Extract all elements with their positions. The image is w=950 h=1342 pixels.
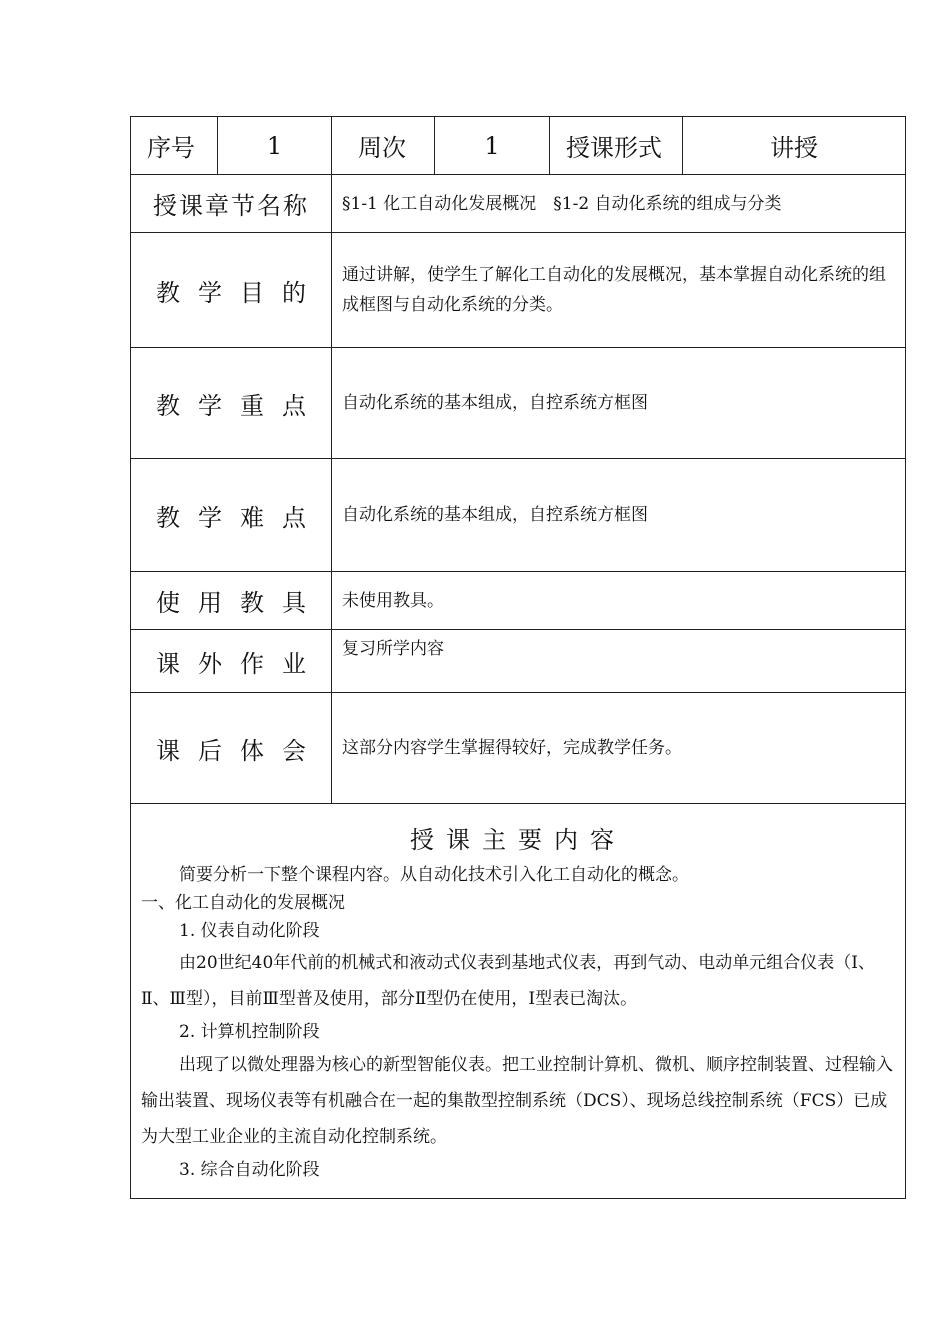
chapter-value: §1-1 化工自动化发展概况 §1-2 自动化系统的组成与分类 bbox=[332, 175, 906, 233]
week-label: 周次 bbox=[332, 117, 435, 175]
lesson-plan-table bbox=[130, 116, 906, 1199]
main-content-cell bbox=[131, 804, 906, 1199]
homework-label: 课外作业 bbox=[131, 630, 332, 693]
header-row bbox=[131, 117, 906, 175]
section-heading: 一、化工自动化的发展概况 bbox=[141, 893, 345, 913]
difficulty-row bbox=[131, 459, 906, 572]
stage3-title: 3. 综合自动化阶段 bbox=[179, 1160, 320, 1180]
homework-value: 复习所学内容 bbox=[332, 630, 906, 693]
goal-label: 教学目的 bbox=[131, 233, 332, 348]
main-content-row bbox=[131, 804, 906, 1199]
reflection-label: 课后体会 bbox=[131, 693, 332, 804]
stage2-title: 2. 计算机控制阶段 bbox=[179, 1022, 320, 1042]
form-value: 讲授 bbox=[683, 117, 906, 175]
chapter-label: 授课章节名称 bbox=[131, 175, 332, 233]
seq-value: 1 bbox=[218, 117, 332, 175]
form-label: 授课形式 bbox=[550, 117, 683, 175]
key-value: 自动化系统的基本组成，自控系统方框图 bbox=[332, 348, 906, 459]
tools-value: 未使用教具。 bbox=[332, 572, 906, 630]
difficulty-label: 教学难点 bbox=[131, 459, 332, 572]
main-title: 授课主要内容 bbox=[410, 826, 626, 854]
stage1-text: 由20世纪40年代前的机械式和液动式仪表到基地式仪表，再到气动、电动单元组合仪表（Ⅰ、Ⅱ、Ⅲ型），目前Ⅲ型普及使用，部分Ⅱ型仍在使用，Ⅰ型表已淘汰。 bbox=[141, 953, 875, 1009]
tools-row bbox=[131, 572, 906, 630]
tools-label: 使用教具 bbox=[131, 572, 332, 630]
reflection-value: 这部分内容学生掌握得较好，完成教学任务。 bbox=[332, 693, 906, 804]
reflection-row bbox=[131, 693, 906, 804]
chapter-row bbox=[131, 175, 906, 233]
lesson-plan-sheet bbox=[130, 116, 905, 1198]
goal-row bbox=[131, 233, 906, 348]
stage1-title: 1. 仪表自动化阶段 bbox=[179, 921, 320, 941]
homework-row bbox=[131, 630, 906, 693]
intro-paragraph: 简要分析一下整个课程内容。从自动化技术引入化工自动化的概念。 bbox=[179, 865, 689, 885]
key-label: 教学重点 bbox=[131, 348, 332, 459]
stage2-text: 出现了以微处理器为核心的新型智能仪表。把工业控制计算机、微机、顺序控制装置、过程输入输出装置、现场仪表等有机融合在一起的集散型控制系统（DCS）、现场总线控制系统（FCS）已成为大型工业企业的主流自动化控制系统。 bbox=[141, 1055, 893, 1147]
goal-value: 通过讲解，使学生了解化工自动化的发展概况，基本掌握自动化系统的组成框图与自动化系统的分类。 bbox=[332, 233, 906, 348]
week-value: 1 bbox=[435, 117, 550, 175]
key-row bbox=[131, 348, 906, 459]
difficulty-value: 自动化系统的基本组成，自控系统方框图 bbox=[332, 459, 906, 572]
seq-label: 序号 bbox=[131, 117, 218, 175]
